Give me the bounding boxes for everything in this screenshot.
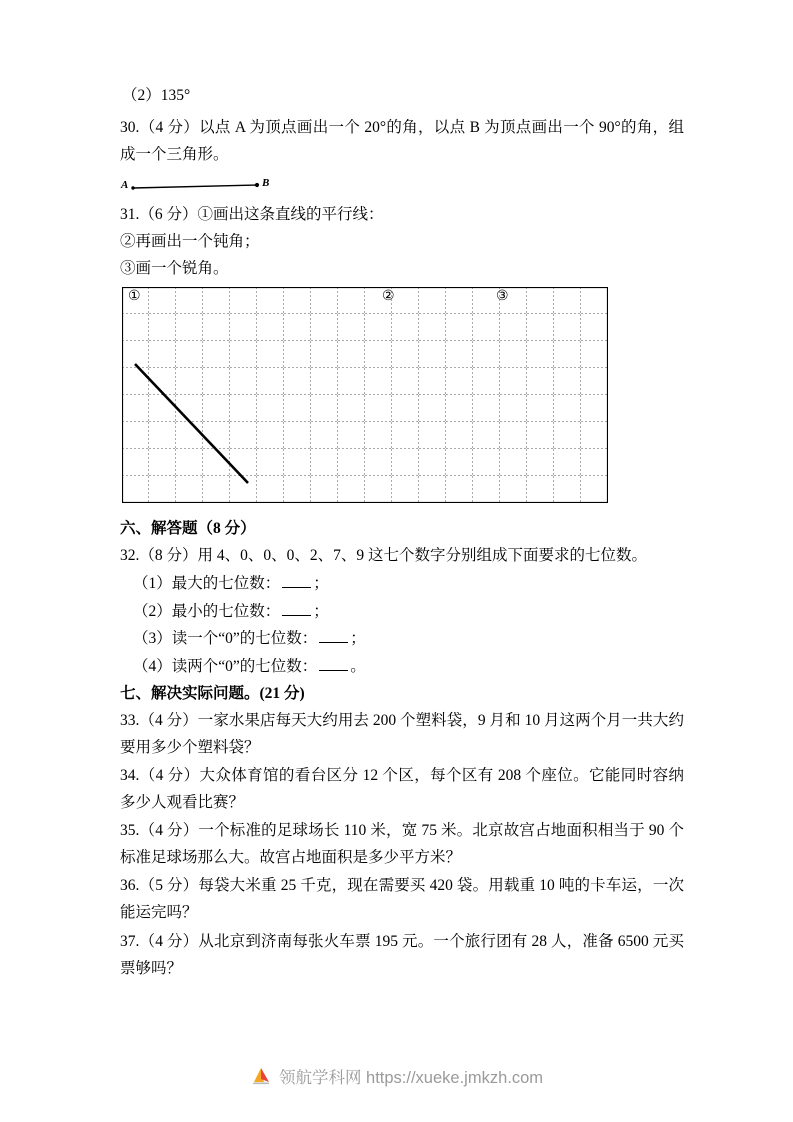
- drawing-grid: [122, 287, 608, 503]
- question-34: 34.（4 分）大众体育馆的看台区分 12 个区，每个区有 208 个座位。它能同时容纳多少人观看比赛？: [120, 767, 684, 811]
- q32-item-3-label: （3）读一个“0”的七位数：: [133, 630, 318, 647]
- q32-item-4-label: （4）读两个“0”的七位数：: [133, 658, 318, 675]
- section-6-title: 六、解答题（8 分）: [120, 520, 256, 537]
- question-32-item-1: [133, 570, 697, 597]
- question-31-line2: ②再画出一个钝角；: [120, 233, 260, 250]
- q32-item-2-label: （2）最小的七位数：: [133, 603, 281, 620]
- question-33: 33.（4 分）一家水果店每天大约用去 200 个塑料袋，9 月和 10 月这两个月一共大约要用多少个塑料袋？: [120, 712, 684, 756]
- footer-logo-icon: [250, 1065, 272, 1087]
- question-31-line3: ③画一个锐角。: [120, 260, 229, 277]
- section-7-title: 七、解决实际问题。(21 分): [120, 685, 305, 702]
- grid-label-2: ②: [382, 289, 395, 304]
- q32-item-4-suffix: 。: [350, 658, 366, 675]
- question-37: 37.（4 分）从北京到济南每张火车票 195 元。一个旅行团有 28 人，准备 6500 元买票够吗？: [120, 933, 684, 977]
- point-a-label: A: [121, 179, 129, 191]
- grid-label-1: ①: [128, 289, 141, 304]
- grid-label-3: ③: [496, 289, 509, 304]
- footer: [0, 1064, 793, 1088]
- q32-item-1-label: （1）最大的七位数：: [133, 575, 281, 592]
- question-31-line1: 31.（6 分）①画出这条直线的平行线：: [120, 206, 384, 223]
- question-36: 36.（5 分）每袋大米重 25 千克，现在需要买 420 袋。用载重 10 吨的卡车运，一次能运完吗？: [120, 877, 684, 921]
- point-b-label: B: [262, 177, 270, 189]
- answer-blank: [319, 628, 348, 643]
- answer-blank: [319, 656, 348, 671]
- footer-site-text: 领航学科网 https://xueke.jmkzh.com: [278, 1069, 544, 1087]
- question-32-item-3: [133, 625, 697, 652]
- question-35: 35.（4 分）一个标准的足球场长 110 米，宽 75 米。北京故宫占地面积相当于 90 个标准足球场那么大。故宫占地面积是多少平方米？: [120, 822, 684, 866]
- grid-drawing: [122, 287, 608, 503]
- answer-blank: [282, 601, 311, 616]
- figure-segment-ab: [120, 175, 290, 197]
- q32-item-2-suffix: ；: [313, 603, 329, 620]
- answer-135: （2）135°: [122, 87, 191, 104]
- question-30: 30.（4 分）以点 A 为顶点画出一个 20°的角，以点 B 为顶点画出一个 90°的角，组成一个三角形。: [120, 119, 684, 163]
- q32-item-3-suffix: ；: [350, 630, 366, 647]
- question-32: 32.（8 分）用 4、0、0、0、2、7、9 这七个数字分别组成下面要求的七位数。: [120, 547, 648, 564]
- answer-blank: [282, 573, 311, 588]
- question-32-item-4: [133, 653, 697, 680]
- question-32-item-2: [133, 598, 697, 625]
- q32-item-1-suffix: ；: [313, 575, 329, 592]
